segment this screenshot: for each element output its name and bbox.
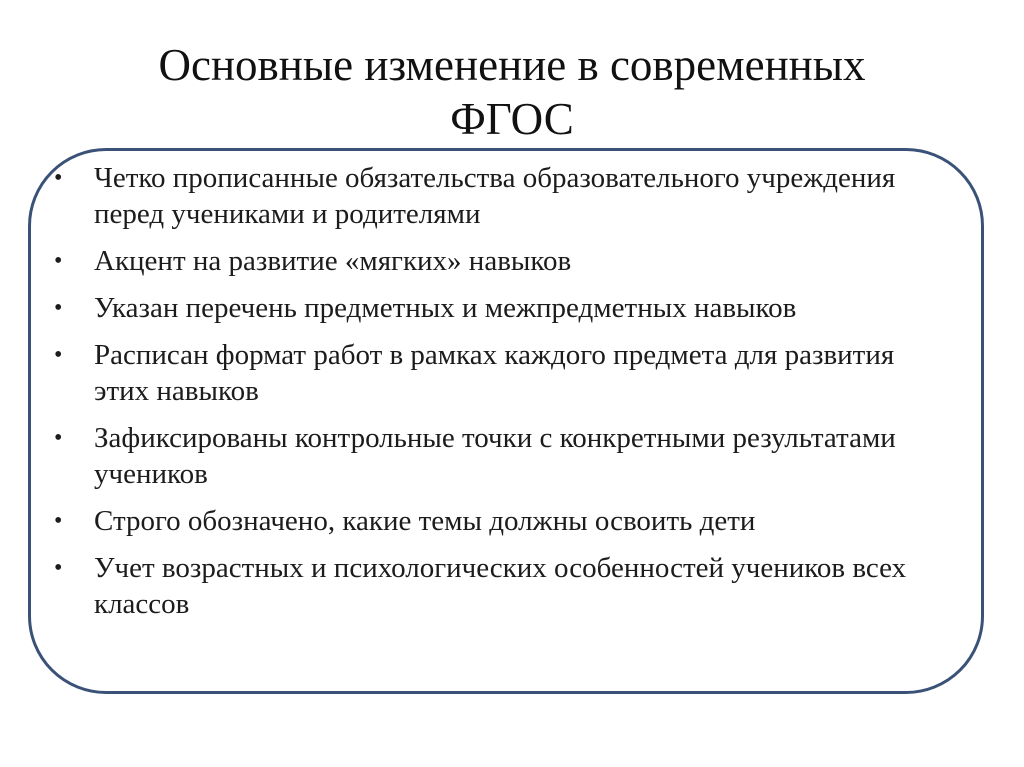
list-item-text: Указан перечень предметных и межпредметных навыков bbox=[94, 292, 797, 324]
slide-title bbox=[0, 38, 1024, 146]
bullet-icon: • bbox=[54, 555, 63, 581]
bullet-icon: • bbox=[54, 248, 63, 274]
bullet-icon: • bbox=[54, 508, 63, 534]
slide-title-line-1: Основные изменение в современных bbox=[158, 40, 866, 90]
list-item-text: Расписан формат работ в рамках каждого предмета для развития этих навыков bbox=[94, 339, 895, 407]
list-item bbox=[54, 420, 934, 492]
list-item-text: Строго обозначено, какие темы должны освоить дети bbox=[94, 505, 756, 537]
slide-title-line-2: ФГОС bbox=[450, 94, 574, 144]
list-item bbox=[54, 503, 934, 539]
bullet-list bbox=[54, 160, 934, 633]
bullet-icon: • bbox=[54, 295, 63, 321]
list-item-text: Зафиксированы контрольные точки с конкретными результатами учеников bbox=[94, 422, 896, 490]
list-item-text: Акцент на развитие «мягких» навыков bbox=[94, 245, 572, 277]
list-item bbox=[54, 243, 934, 279]
list-item-text: Учет возрастных и психологических особенностей учеников всех классов bbox=[94, 552, 907, 620]
list-item bbox=[54, 550, 934, 622]
bullet-icon: • bbox=[54, 425, 63, 451]
list-item bbox=[54, 290, 934, 326]
bullet-icon: • bbox=[54, 165, 63, 191]
bullet-icon: • bbox=[54, 342, 63, 368]
list-item bbox=[54, 160, 934, 232]
list-item-text: Четко прописанные обязательства образовательного учреждения перед учениками и родителями bbox=[94, 162, 896, 230]
list-item bbox=[54, 337, 934, 409]
